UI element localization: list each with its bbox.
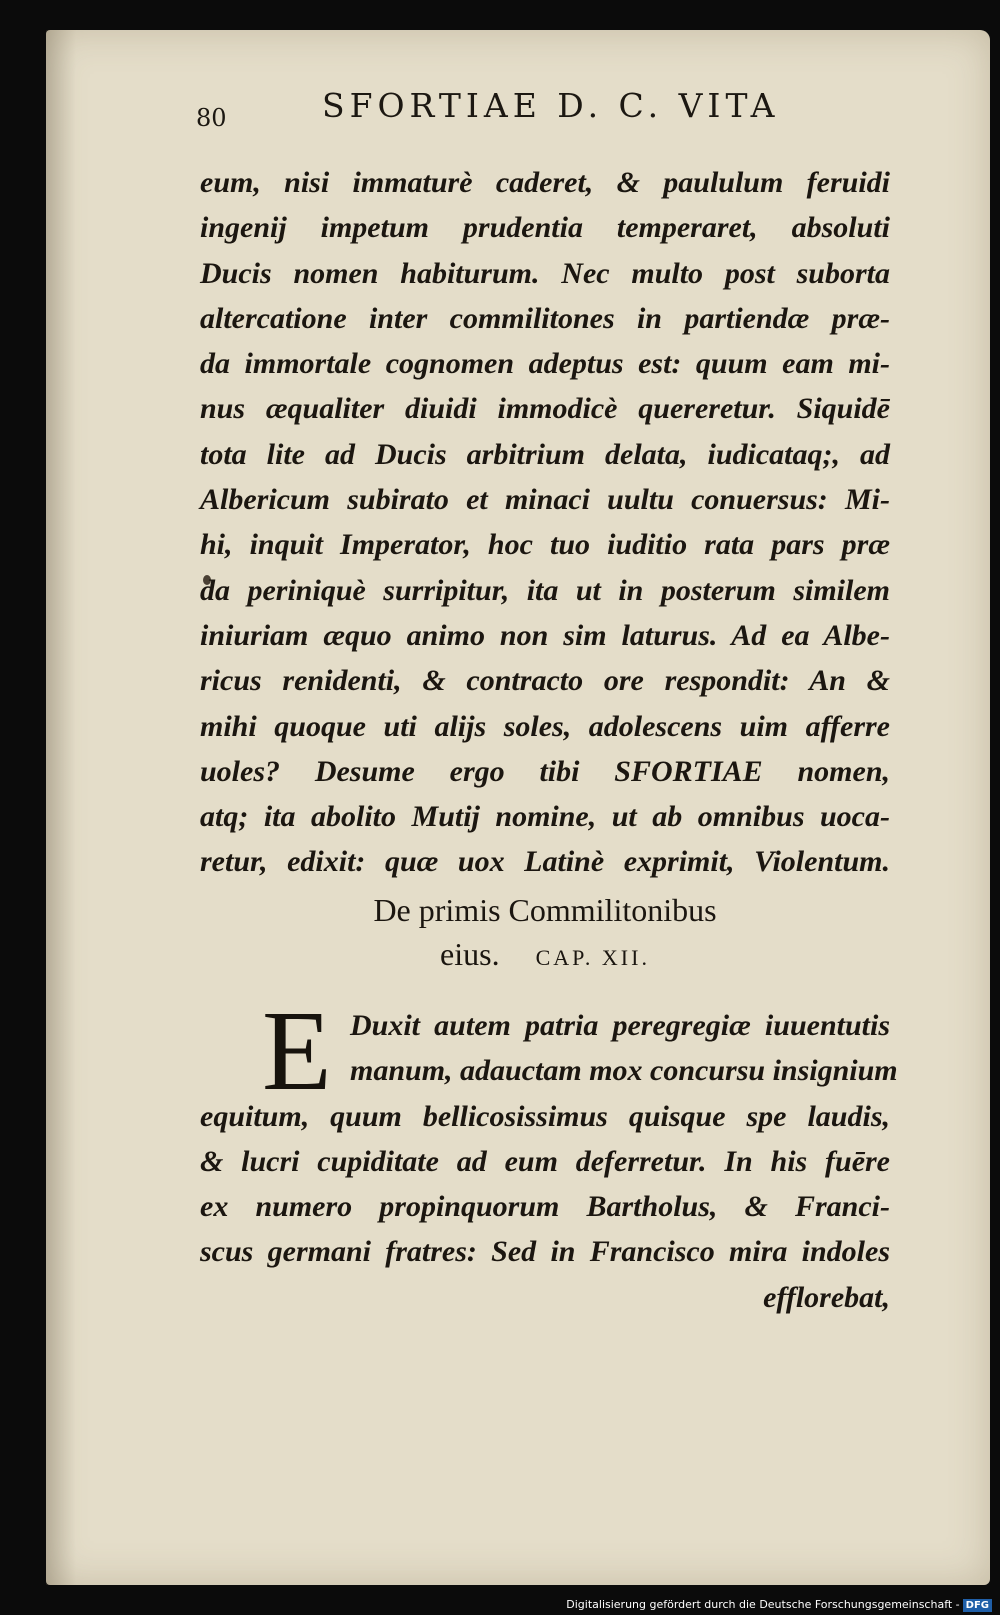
credit-text: Digitalisierung gefördert durch die Deutsche Forschungsgemeinschaft - — [566, 1598, 960, 1611]
digitization-credit — [566, 1598, 992, 1612]
text-line: uoles? Desume ergo tibi SFORTIAE nomen, — [200, 754, 890, 788]
text-line: altercatione inter commilitones in partiendæ præ- — [200, 301, 890, 335]
text-line: da periniquè surripitur, ita ut in posterum similem — [200, 573, 890, 607]
chapter-title-word: eius. — [440, 936, 500, 972]
text-line: Albericum subirato et minaci uultu conuersus: Mi- — [200, 483, 890, 517]
chapter-number: CAP. XII. — [535, 945, 650, 970]
text-line: mihi quoque uti alijs soles, adolescens uim afferre — [200, 709, 890, 743]
text-line: Duxit autem patria peregregiæ iuuentutis — [350, 1009, 890, 1042]
text-line: eum, nisi immaturè caderet, & paululum feruidi — [200, 166, 890, 199]
text-line: Ducis nomen habiturum. Nec multo post suborta — [200, 256, 890, 290]
text-line: da immortale cognomen adeptus est: quum eam mi- — [200, 347, 890, 381]
text-line: ingenij impetum prudentia temperaret, absoluti — [200, 211, 890, 245]
text-line: hi, inquit Imperator, hoc tuo iuditio rata pars præ — [200, 528, 890, 562]
text-line: atq; ita abolito Mutij nomine, ut ab omnibus uoca- — [200, 800, 890, 834]
text-line: ex numero propinquorum Bartholus, & Franci- — [200, 1190, 890, 1224]
text-line: retur, edixit: quæ uox Latinè exprimit, Violentum. — [200, 845, 890, 879]
text-line: & lucri cupiditate ad eum deferretur. In his fuēre — [200, 1144, 890, 1178]
page-header — [196, 86, 846, 156]
dfg-logo: DFG — [963, 1599, 992, 1612]
chapter-heading — [200, 888, 890, 976]
page-number: 80 — [196, 104, 227, 132]
chapter-title-line: De primis Commilitonibus — [373, 892, 717, 928]
text-line: manum, adauctam mox concursu insignium — [350, 1054, 898, 1088]
text-line: tota lite ad Ducis arbitrium delata, iudicataq;, ad — [200, 437, 890, 471]
drop-cap: E — [262, 987, 332, 1114]
paragraph-2 — [200, 987, 898, 1320]
text-line: equitum, quum bellicosissimus quisque spe laudis, — [200, 1099, 890, 1133]
text-line: iniuriam æquo animo non sim laturus. Ad ea Albe- — [200, 618, 890, 652]
text-line: scus germani fratres: Sed in Francisco mira indoles — [200, 1235, 890, 1269]
catchword: efflorebat, — [763, 1280, 890, 1314]
chapter-title-line-2 — [200, 932, 890, 976]
running-title: SFORTIAE D. C. VITA — [322, 86, 780, 125]
paragraph-1 — [200, 160, 890, 885]
text-line: ricus renidenti, & contracto ore respondit: An & — [200, 664, 890, 698]
text-line: nus æqualiter diuidi immodicè quereretur. Siquidē — [200, 392, 890, 426]
